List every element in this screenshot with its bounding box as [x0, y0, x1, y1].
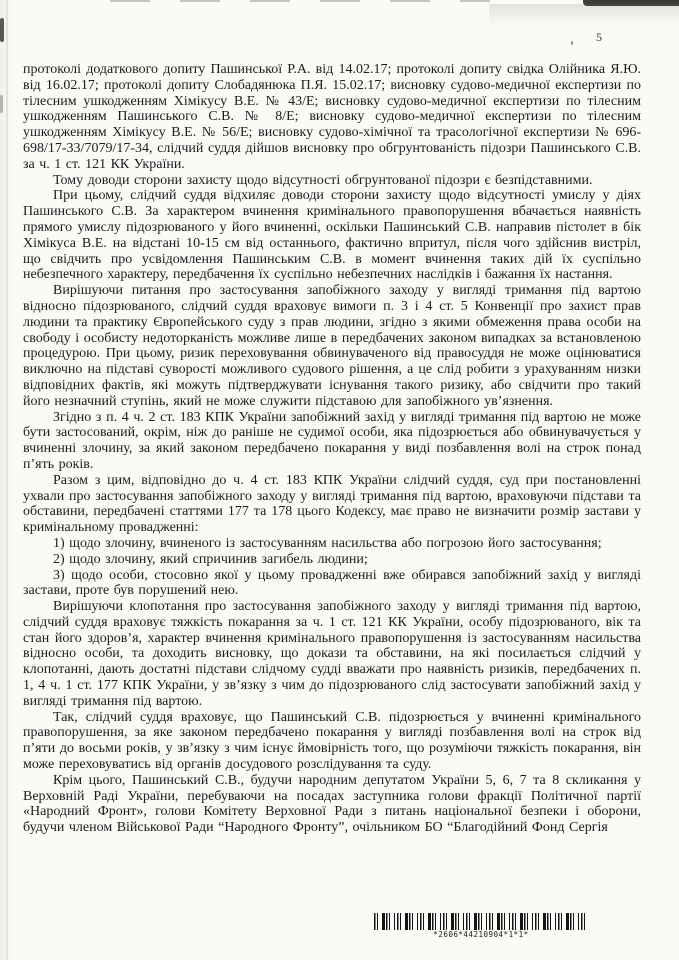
barcode-text: *2606*44210904*1*1* — [433, 930, 529, 939]
paragraph: Вирішуючи питання про застосування запобіжного заходу у вигляді тримання під вартою відносно підозрюваного, слідчий суддя враховує вимоги п. 3 і 4 ст. 5 Конвенції про захист прав людини та практику Європейського суду з прав людини, згідно з якими обмеження права особи на свободу і особисту недоторканість можливе лише в передбачених законом випадках за встановленою процедурою. При цьому, ризик переховування обвинуваченого від правосуддя не може оцінюватися виключно на підставі суворості можливого судового рішення, а це слід робити з урахуванням низки відповідних фактів, які можуть підтверджувати існування такого ризику, або свідчити про такий його незначний ступінь, який не може служити підставою для запобіжного ув’язнення. — [23, 283, 641, 409]
page-number: 5 — [596, 30, 602, 44]
scan-artifact-corner-shadow — [489, 4, 679, 26]
list-item-2: 2) щодо злочину, який спричинив загибель людини; — [53, 551, 368, 567]
paragraph: Тому доводи сторони захисту щодо відсутності обгрунтованої підозри є безпідставними. — [53, 172, 593, 188]
paragraph: При цьому, слідчий суддя відхиляє доводи сторони захисту щодо відсутності умислу у діях Пашинського С.В. За характером вчинення кримінального правопорушення вбачається наявність прямого умислу підозрюваного у його вчиненні, оскільки Пашинський С.В. направив пістолет в бік Хімікуса В.Е. на відстані 10-15 см від останнього, фактично впритул, після чого здійснив вистріл, що свідчить про усвідомлення Пашинським С.В. в момент вчинення таких дій їх суспільно небезпечного характеру, передбачення їх суспільно небезпечних наслідків і бажання їх настання. — [23, 188, 641, 283]
paragraph: Так, слідчий суддя враховує, що Пашинський С.В. підозрюється у вчиненні кримінального правопорушення, за яке законом передбачено покарання у вигляді позбавлення волі на строк від п’яти до восьми років, у зв’язку з чим існує ймовірність того, що розуміючи тяжкість покарання, він може переховуватись від органів досудового розслідування та суду. — [23, 709, 641, 773]
scan-artifact-left-mark — [0, 18, 4, 42]
paragraph: Згідно з п. 4 ч. 2 ст. 183 КПК України запобіжний захід у вигляді тримання під вартою не може бути застосований, окрім, ніж до раніше не судимої особи, яка підозрюється або обвинувачується у вчиненні злочину, за який законом передбачено покарання у виді позбавлення волі на строк понад п’ять років. — [23, 409, 641, 472]
barcode — [374, 913, 588, 939]
document-body — [23, 62, 641, 836]
scan-artifact-speck — [571, 41, 573, 45]
paragraph: Вирішуючи клопотання про застосування запобіжного заходу у вигляді тримання під вартою, слідчий суддя враховує тяжкість покарання за ч. 1 ст. 121 КК України, особу підозрюваного, вік та стан його здоров’я, характер вчинення кримінального правопорушення із застосуванням насильства відносно особи, та доходить висновку, що докази та обставини, на які посилається слідчий у клопотанні, дають достатні підстави слідчому судді вважати про наявність ризиків, передбачених п. 1, 4 ч. 1 ст. 177 КПК України, у зв’язку з чим до підозрюваного слід застосувати запобіжний захід у вигляді тримання під вартою. — [23, 599, 641, 709]
paragraph-continuation: протоколі додаткового допиту Пашинської Р.А. від 14.02.17; протоколі допиту свідка Олійника Я.Ю. від 16.02.17; протоколі допиту Слобадянюка П.Я. 15.02.17; висновку судово-медичної експертизи по тілесним ушкодженням Хімікусу В.Е. № 43/Е; висновку судово-медичної експертизи по тілесним ушкодженням Пашинського С.В. № 8/Е; висновку судово-медичної експертизи по тілесним ушкодженням Хімікусу В.Е. № 56/Е; висновку судово-хімічної та трасологічної експертизи № 696-698/17-33/7079/17-34, слідчий суддя дійшов висновку про обгрунтованість підозри Пашинського С.В. за ч. 1 ст. 121 КК України. — [23, 62, 641, 172]
scan-artifact-left-edge — [6, 0, 8, 960]
barcode-bars — [374, 913, 588, 930]
scan-artifact-top-line — [110, 0, 490, 2]
paragraph: Крім цього, Пашинський С.В., будучи народним депутатом України 5, 6, 7 та 8 скликання у Верховній Раді України, перебуваючи на посадах заступника голови фракції Політичної партії «Народний Фронт», голови Комітету Верховної Ради з питань національної безпеки і оборони, будучи членом Військової Ради “Народного Фронту”, очільником БО “Благодійний Фонд Сергія — [23, 772, 641, 836]
list-item-1: 1) щодо злочину, вчиненого із застосуванням насильства або погрозою його застосування; — [53, 535, 602, 551]
scan-artifact-left-mark-2 — [0, 95, 3, 113]
paragraph: Разом з цим, відповідно до ч. 4 ст. 183 КПК України слідчий суддя, суд при постановленні ухвали про застосування запобіжного заходу у вигляді тримання під вартою, враховуючи підстави та обставини, передбачені статтями 177 та 178 цього Кодексу, має право не визначити розмір застави у кримінальному провадженні: — [23, 472, 641, 536]
list-item-3: 3) щодо особи, стосовно якої у цьому провадженні вже обирався запобіжний захід у вигляді застави, проте був порушений нею. — [23, 567, 641, 599]
